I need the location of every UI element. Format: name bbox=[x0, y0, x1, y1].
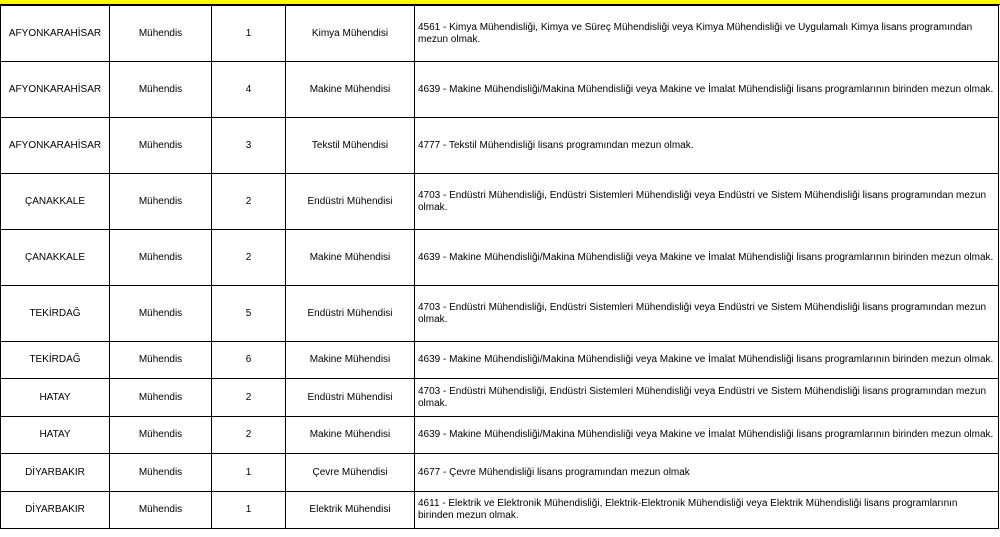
table-row bbox=[1, 492, 999, 529]
title-cell: Mühendis bbox=[110, 492, 212, 529]
title-cell: Mühendis bbox=[110, 417, 212, 454]
city-cell: ÇANAKKALE bbox=[1, 174, 110, 230]
title-cell: Mühendis bbox=[110, 342, 212, 379]
branch-cell: Endüstri Mühendisi bbox=[286, 379, 415, 417]
city-cell: HATAY bbox=[1, 417, 110, 454]
table-row bbox=[1, 6, 999, 62]
city-cell: AFYONKARAHİSAR bbox=[1, 118, 110, 174]
branch-cell: Endüstri Mühendisi bbox=[286, 286, 415, 342]
table-row bbox=[1, 286, 999, 342]
table-row bbox=[1, 379, 999, 417]
requirement-cell: 4677 - Çevre Mühendisliği lisans programından mezun olmak bbox=[415, 454, 999, 492]
count-cell: 1 bbox=[212, 6, 286, 62]
requirement-cell: 4703 - Endüstri Mühendisliği, Endüstri Sistemleri Mühendisliği veya Endüstri ve Sistem Mühendisliği lisans programından mezun olmak. bbox=[415, 286, 999, 342]
requirement-cell: 4561 - Kimya Mühendisliği, Kimya ve Süreç Mühendisliği veya Kimya Mühendisliği ve Uygulamalı Kimya lisans programından mezun olmak. bbox=[415, 6, 999, 62]
positions-table bbox=[0, 5, 999, 529]
city-cell: HATAY bbox=[1, 379, 110, 417]
count-cell: 2 bbox=[212, 174, 286, 230]
count-cell: 1 bbox=[212, 492, 286, 529]
title-cell: Mühendis bbox=[110, 379, 212, 417]
table-row bbox=[1, 342, 999, 379]
city-cell: DİYARBAKIR bbox=[1, 454, 110, 492]
branch-cell: Makine Mühendisi bbox=[286, 62, 415, 118]
table-row bbox=[1, 174, 999, 230]
city-cell: AFYONKARAHİSAR bbox=[1, 62, 110, 118]
branch-cell: Endüstri Mühendisi bbox=[286, 174, 415, 230]
count-cell: 2 bbox=[212, 417, 286, 454]
city-cell: TEKİRDAĞ bbox=[1, 342, 110, 379]
branch-cell: Çevre Mühendisi bbox=[286, 454, 415, 492]
title-cell: Mühendis bbox=[110, 174, 212, 230]
city-cell: TEKİRDAĞ bbox=[1, 286, 110, 342]
title-cell: Mühendis bbox=[110, 230, 212, 286]
branch-cell: Kimya Mühendisi bbox=[286, 6, 415, 62]
title-cell: Mühendis bbox=[110, 454, 212, 492]
count-cell: 5 bbox=[212, 286, 286, 342]
city-cell: ÇANAKKALE bbox=[1, 230, 110, 286]
title-cell: Mühendis bbox=[110, 286, 212, 342]
requirement-cell: 4703 - Endüstri Mühendisliği, Endüstri Sistemleri Mühendisliği veya Endüstri ve Sistem Mühendisliği lisans programından mezun olmak. bbox=[415, 379, 999, 417]
table-row bbox=[1, 62, 999, 118]
requirement-cell: 4639 - Makine Mühendisliği/Makina Mühendisliği veya Makine ve İmalat Mühendisliği lisans programlarının birinden mezun olmak. bbox=[415, 62, 999, 118]
city-cell: AFYONKARAHİSAR bbox=[1, 6, 110, 62]
count-cell: 3 bbox=[212, 118, 286, 174]
requirement-cell: 4639 - Makine Mühendisliği/Makina Mühendisliği veya Makine ve İmalat Mühendisliği lisans programlarının birinden mezun olmak. bbox=[415, 342, 999, 379]
count-cell: 6 bbox=[212, 342, 286, 379]
branch-cell: Makine Mühendisi bbox=[286, 230, 415, 286]
branch-cell: Tekstil Mühendisi bbox=[286, 118, 415, 174]
table-row bbox=[1, 417, 999, 454]
branch-cell: Makine Mühendisi bbox=[286, 417, 415, 454]
count-cell: 2 bbox=[212, 379, 286, 417]
table-row bbox=[1, 118, 999, 174]
title-cell: Mühendis bbox=[110, 6, 212, 62]
count-cell: 2 bbox=[212, 230, 286, 286]
table-row bbox=[1, 230, 999, 286]
title-cell: Mühendis bbox=[110, 118, 212, 174]
count-cell: 4 bbox=[212, 62, 286, 118]
city-cell: DİYARBAKIR bbox=[1, 492, 110, 529]
count-cell: 1 bbox=[212, 454, 286, 492]
requirement-cell: 4611 - Elektrik ve Elektronik Mühendisliği, Elektrik-Elektronik Mühendisliği veya Elektrik Mühendisliği lisans programlarının birinden mezun olmak. bbox=[415, 492, 999, 529]
title-cell: Mühendis bbox=[110, 62, 212, 118]
branch-cell: Elektrik Mühendisi bbox=[286, 492, 415, 529]
positions-table-body bbox=[1, 6, 999, 529]
requirement-cell: 4639 - Makine Mühendisliği/Makina Mühendisliği veya Makine ve İmalat Mühendisliği lisans programlarının birinden mezun olmak. bbox=[415, 230, 999, 286]
branch-cell: Makine Mühendisi bbox=[286, 342, 415, 379]
requirement-cell: 4639 - Makine Mühendisliği/Makina Mühendisliği veya Makine ve İmalat Mühendisliği lisans programlarının birinden mezun olmak. bbox=[415, 417, 999, 454]
requirement-cell: 4703 - Endüstri Mühendisliği, Endüstri Sistemleri Mühendisliği veya Endüstri ve Sistem Mühendisliği lisans programından mezun olmak. bbox=[415, 174, 999, 230]
requirement-cell: 4777 - Tekstil Mühendisliği lisans programından mezun olmak. bbox=[415, 118, 999, 174]
table-row bbox=[1, 454, 999, 492]
